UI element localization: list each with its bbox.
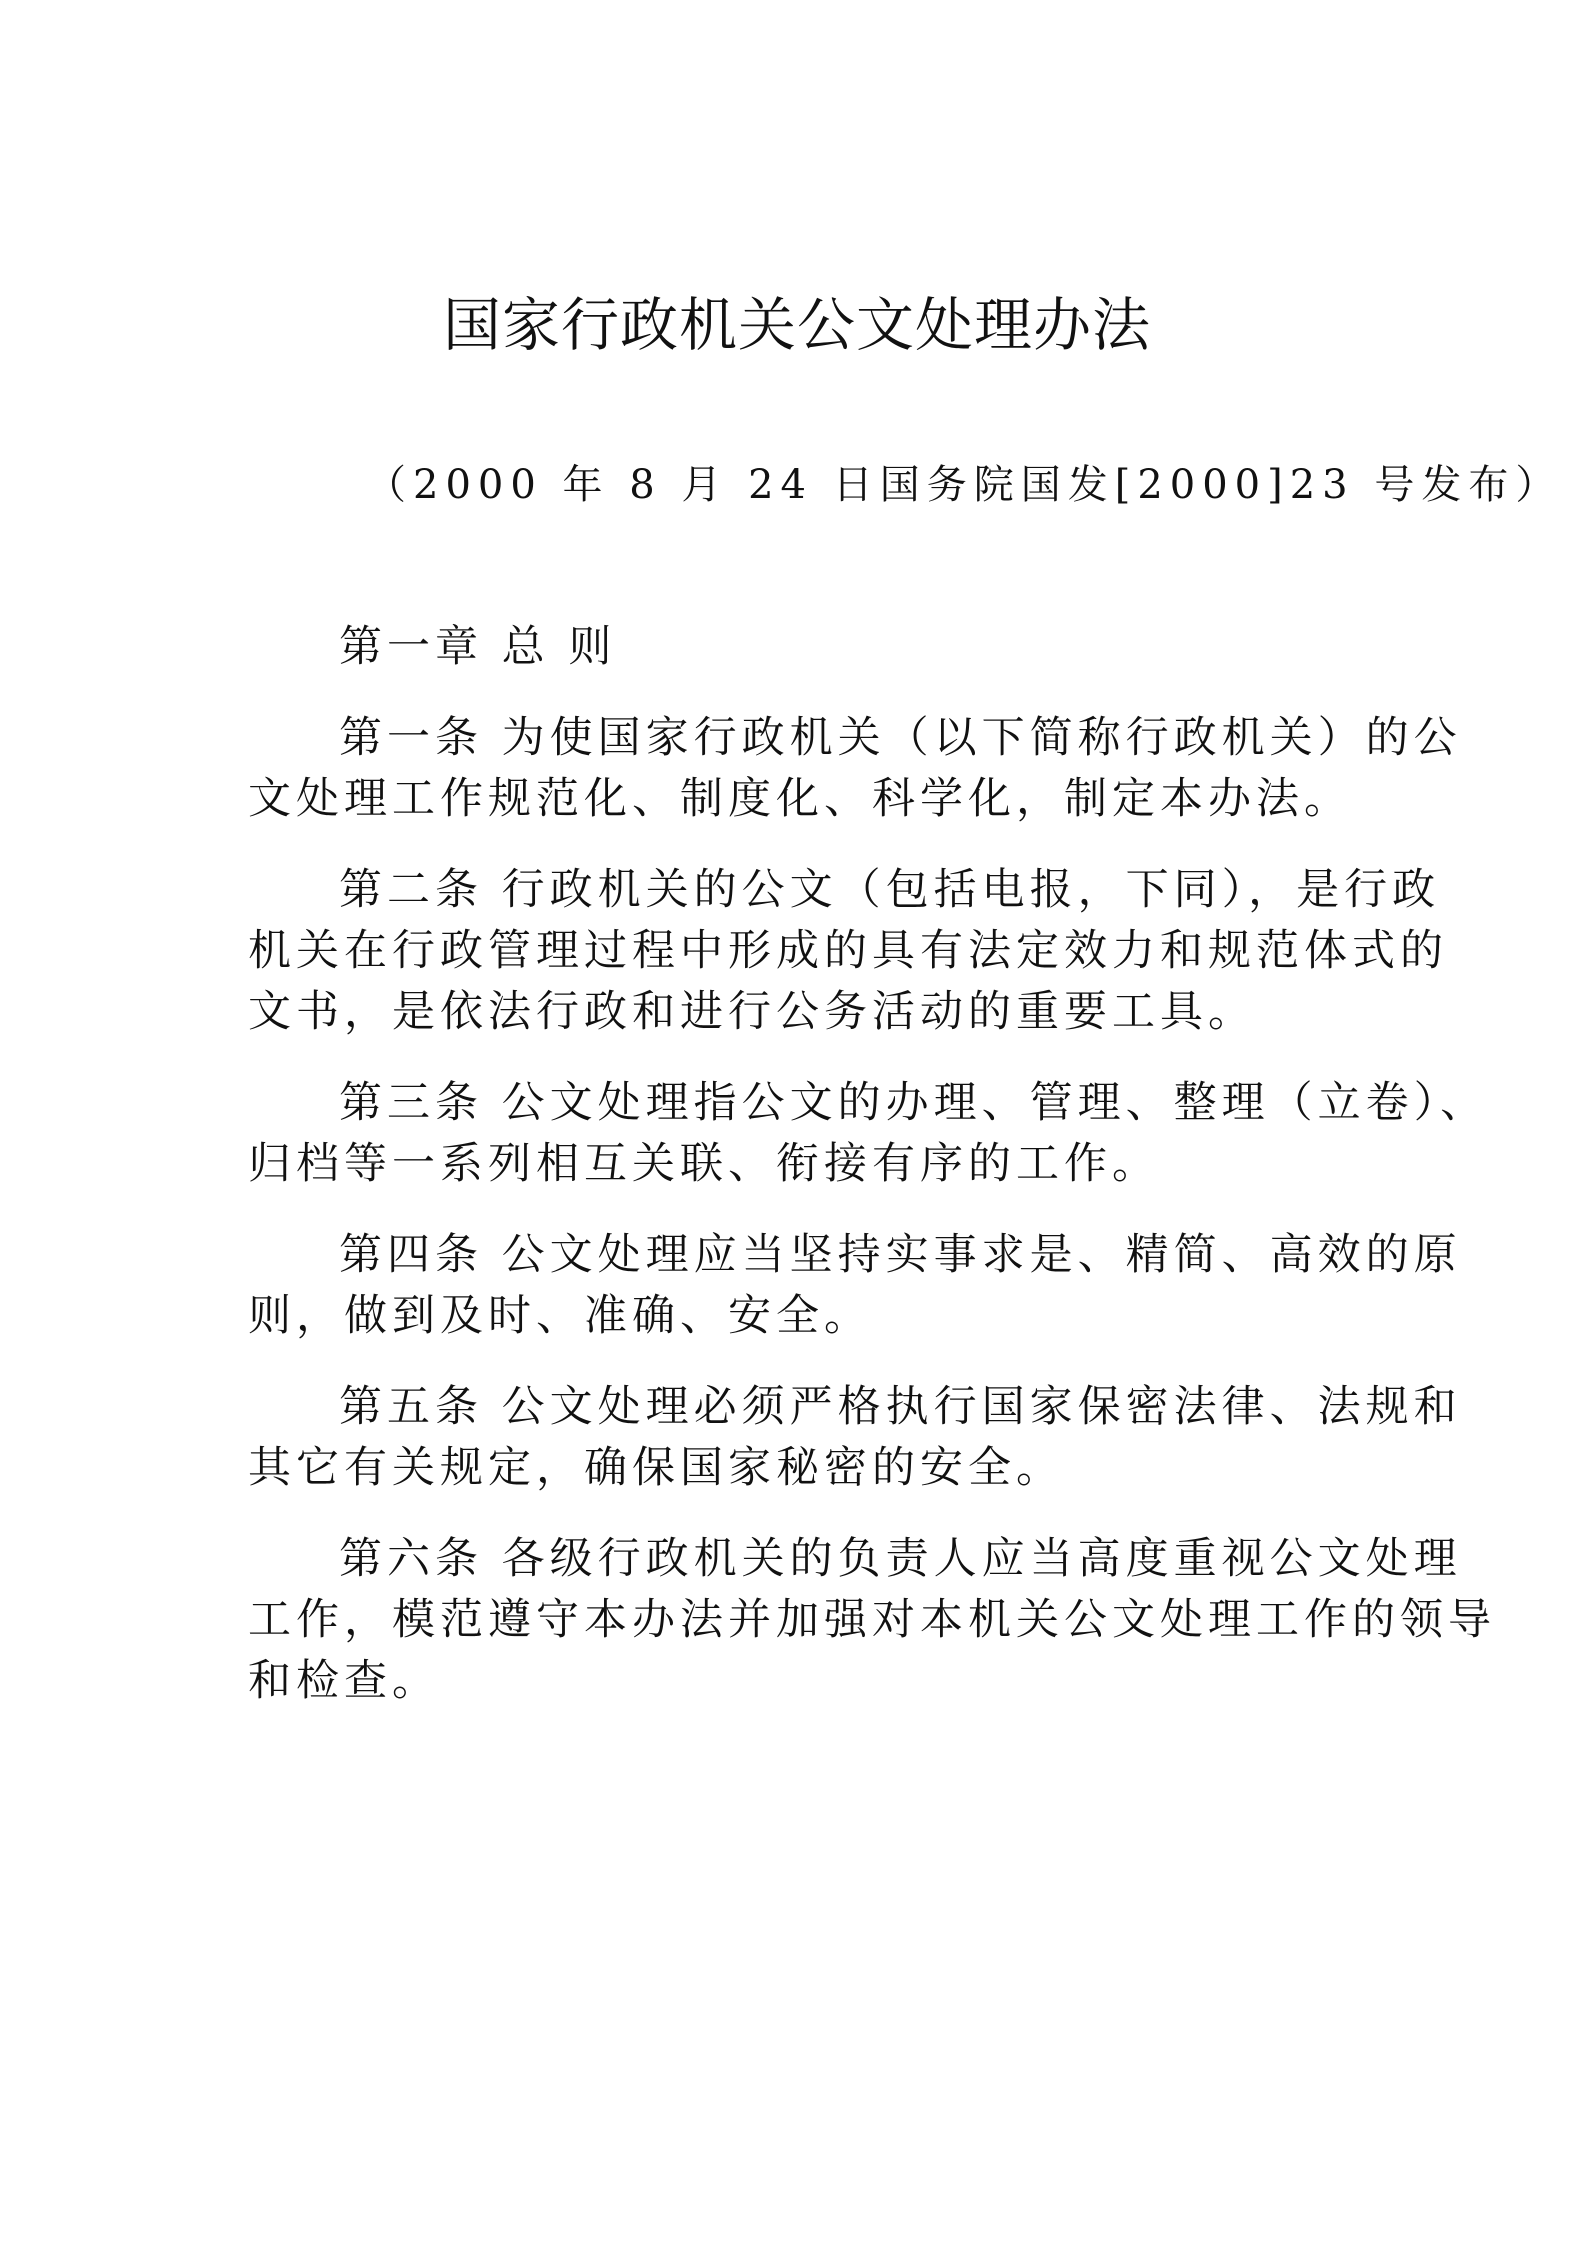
article-4 <box>248 1225 1462 1347</box>
article-line: 文处理工作规范化、制度化、科学化，制定本办法。 <box>248 774 1352 824</box>
article-line: 机关在行政管理过程中形成的具有法定效力和规范体式的 <box>248 926 1448 976</box>
article-6 <box>248 1529 1496 1712</box>
article-line: 第三条 公文处理指公文的办理、管理、整理（立卷）、 <box>339 1078 1489 1128</box>
article-line: 工作，模范遵守本办法并加强对本机关公文处理工作的领导 <box>248 1595 1496 1645</box>
article-line: 则，做到及时、准确、安全。 <box>248 1291 872 1341</box>
article-2 <box>248 860 1448 1043</box>
article-line: 第二条 行政机关的公文（包括电报，下同），是行政 <box>339 865 1441 915</box>
article-line: 第一条 为使国家行政机关（以下简称行政机关）的公 <box>339 713 1462 763</box>
article-5 <box>248 1377 1462 1499</box>
article-1 <box>248 708 1462 830</box>
document-title: 国家行政机关公文处理办法 <box>442 291 1151 359</box>
article-line: 第四条 公文处理应当坚持实事求是、精简、高效的原 <box>339 1230 1462 1280</box>
article-line: 其它有关规定，确保国家秘密的安全。 <box>248 1443 1064 1493</box>
document-subtitle: （2000 年 8 月 24 日国务院国发[2000]23 号发布） <box>366 462 1563 508</box>
article-line: 文书，是依法行政和进行公务活动的重要工具。 <box>248 987 1256 1037</box>
document-body <box>248 617 1496 1742</box>
article-line: 和检查。 <box>248 1656 440 1706</box>
article-line: 归档等一系列相互关联、衔接有序的工作。 <box>248 1139 1160 1189</box>
article-3 <box>248 1073 1489 1195</box>
article-line: 第六条 各级行政机关的负责人应当高度重视公文处理 <box>339 1534 1462 1584</box>
article-line: 第五条 公文处理必须严格执行国家保密法律、法规和 <box>339 1382 1462 1432</box>
chapter-heading: 第一章 总 则 <box>339 622 617 672</box>
